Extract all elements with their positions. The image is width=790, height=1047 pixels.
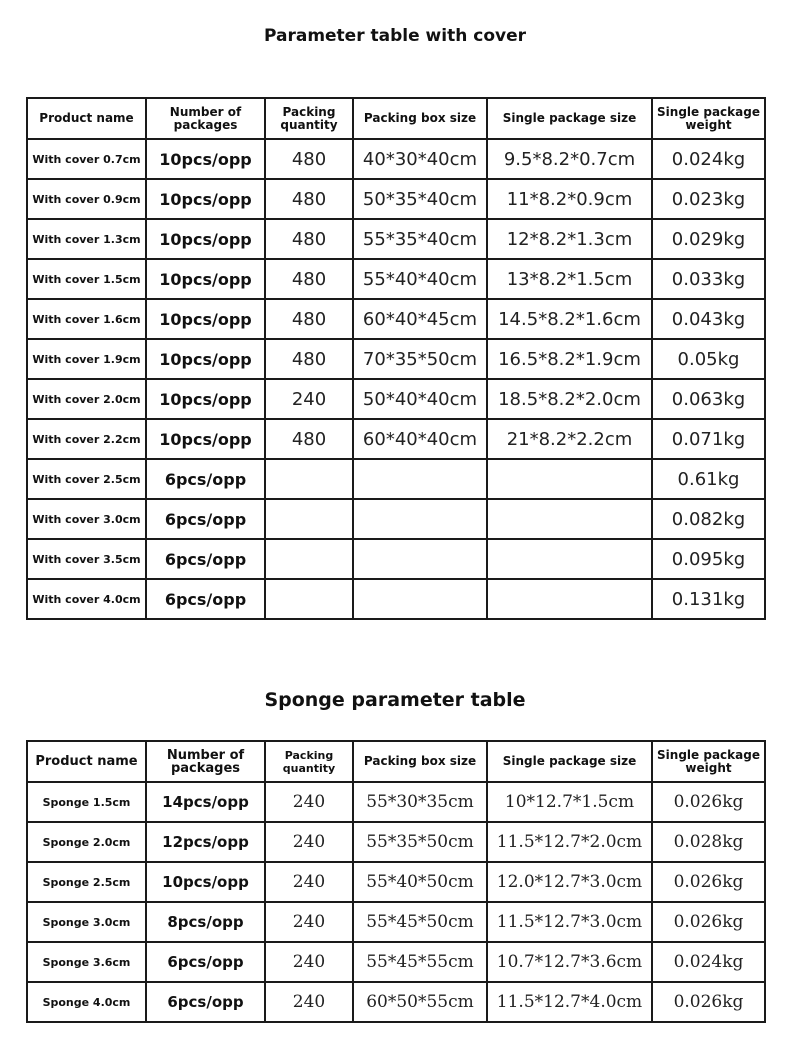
cell-product-name: With cover 3.5cm bbox=[27, 539, 146, 579]
cell-single-package-weight: 0.095kg bbox=[652, 539, 765, 579]
cell-single-package-weight: 0.05kg bbox=[652, 339, 765, 379]
sponge-table-body bbox=[27, 782, 765, 1022]
cell-number-of-packages: 6pcs/opp bbox=[146, 539, 265, 579]
table-row bbox=[27, 942, 765, 982]
header-product-name: Product name bbox=[27, 98, 146, 139]
cell-single-package-weight: 0.043kg bbox=[652, 299, 765, 339]
cell-single-package-weight: 0.026kg bbox=[652, 862, 765, 902]
cell-number-of-packages: 10pcs/opp bbox=[146, 139, 265, 179]
cell-single-package-size: 14.5*8.2*1.6cm bbox=[487, 299, 652, 339]
cell-product-name: With cover 1.5cm bbox=[27, 259, 146, 299]
cover-table-body bbox=[27, 139, 765, 619]
cell-single-package-weight: 0.024kg bbox=[652, 942, 765, 982]
cover-parameter-table bbox=[26, 97, 766, 620]
cell-number-of-packages: 6pcs/opp bbox=[146, 459, 265, 499]
cell-packing-quantity bbox=[265, 499, 353, 539]
table-row bbox=[27, 379, 765, 419]
cell-product-name: Sponge 2.0cm bbox=[27, 822, 146, 862]
sponge-table-title: Sponge parameter table bbox=[264, 689, 526, 711]
table-row bbox=[27, 339, 765, 379]
cell-packing-quantity: 480 bbox=[265, 299, 353, 339]
cell-packing-box-size: 40*30*40cm bbox=[353, 139, 487, 179]
cell-packing-box-size: 55*45*50cm bbox=[353, 902, 487, 942]
cell-single-package-size bbox=[487, 459, 652, 499]
cell-packing-quantity: 240 bbox=[265, 942, 353, 982]
cell-product-name: Sponge 4.0cm bbox=[27, 982, 146, 1022]
cell-product-name: With cover 1.9cm bbox=[27, 339, 146, 379]
cell-packing-quantity: 480 bbox=[265, 179, 353, 219]
cell-single-package-size: 18.5*8.2*2.0cm bbox=[487, 379, 652, 419]
cell-product-name: Sponge 3.0cm bbox=[27, 902, 146, 942]
table-row bbox=[27, 459, 765, 499]
cell-number-of-packages: 10pcs/opp bbox=[146, 862, 265, 902]
cell-product-name: With cover 1.3cm bbox=[27, 219, 146, 259]
cell-single-package-size: 11.5*12.7*4.0cm bbox=[487, 982, 652, 1022]
cell-product-name: With cover 2.5cm bbox=[27, 459, 146, 499]
cell-packing-box-size: 55*30*35cm bbox=[353, 782, 487, 822]
cell-packing-box-size: 55*35*40cm bbox=[353, 219, 487, 259]
cell-single-package-weight: 0.071kg bbox=[652, 419, 765, 459]
cover-table-title: Parameter table with cover bbox=[263, 26, 526, 46]
cell-packing-box-size: 55*40*50cm bbox=[353, 862, 487, 902]
cell-packing-box-size: 50*40*40cm bbox=[353, 379, 487, 419]
cell-single-package-weight: 0.131kg bbox=[652, 579, 765, 619]
cell-single-package-size: 11.5*12.7*2.0cm bbox=[487, 822, 652, 862]
table-header-row bbox=[27, 98, 765, 139]
cell-single-package-size: 11*8.2*0.9cm bbox=[487, 179, 652, 219]
cell-packing-box-size bbox=[353, 539, 487, 579]
cell-product-name: With cover 2.0cm bbox=[27, 379, 146, 419]
cell-packing-box-size bbox=[353, 459, 487, 499]
cell-packing-quantity: 480 bbox=[265, 219, 353, 259]
cell-single-package-size bbox=[487, 499, 652, 539]
header-packing-box-size: Packing box size bbox=[353, 98, 487, 139]
cell-packing-quantity: 240 bbox=[265, 902, 353, 942]
cell-single-package-weight: 0.033kg bbox=[652, 259, 765, 299]
cell-number-of-packages: 10pcs/opp bbox=[146, 419, 265, 459]
cell-single-package-weight: 0.029kg bbox=[652, 219, 765, 259]
table-row bbox=[27, 782, 765, 822]
table-row bbox=[27, 902, 765, 942]
cell-number-of-packages: 10pcs/opp bbox=[146, 219, 265, 259]
cell-single-package-size: 13*8.2*1.5cm bbox=[487, 259, 652, 299]
table-row bbox=[27, 179, 765, 219]
header-packing-box-size: Packing box size bbox=[353, 741, 487, 782]
cell-single-package-size: 21*8.2*2.2cm bbox=[487, 419, 652, 459]
cell-product-name: Sponge 3.6cm bbox=[27, 942, 146, 982]
sponge-parameter-table bbox=[26, 740, 766, 1023]
cell-packing-box-size: 70*35*50cm bbox=[353, 339, 487, 379]
cell-packing-box-size bbox=[353, 499, 487, 539]
cell-single-package-size: 10*12.7*1.5cm bbox=[487, 782, 652, 822]
table-row bbox=[27, 219, 765, 259]
cell-number-of-packages: 6pcs/opp bbox=[146, 982, 265, 1022]
cell-single-package-weight: 0.063kg bbox=[652, 379, 765, 419]
cell-packing-quantity: 240 bbox=[265, 862, 353, 902]
table-row bbox=[27, 982, 765, 1022]
cell-product-name: Sponge 1.5cm bbox=[27, 782, 146, 822]
cell-product-name: With cover 2.2cm bbox=[27, 419, 146, 459]
header-single-package-weight: Single package weight bbox=[652, 741, 765, 782]
cell-packing-quantity bbox=[265, 459, 353, 499]
cell-single-package-size: 9.5*8.2*0.7cm bbox=[487, 139, 652, 179]
table-row bbox=[27, 822, 765, 862]
cell-number-of-packages: 12pcs/opp bbox=[146, 822, 265, 862]
header-single-package-weight: Single package weight bbox=[652, 98, 765, 139]
cell-single-package-weight: 0.024kg bbox=[652, 139, 765, 179]
cell-single-package-size bbox=[487, 539, 652, 579]
header-single-package-size: Single package size bbox=[487, 741, 652, 782]
table-header-row bbox=[27, 741, 765, 782]
cell-packing-quantity: 480 bbox=[265, 259, 353, 299]
cell-packing-box-size: 60*40*45cm bbox=[353, 299, 487, 339]
cell-packing-box-size: 55*35*50cm bbox=[353, 822, 487, 862]
cell-single-package-weight: 0.023kg bbox=[652, 179, 765, 219]
table-row bbox=[27, 419, 765, 459]
header-packing-quantity: Packing quantity bbox=[265, 741, 353, 782]
cell-product-name: With cover 4.0cm bbox=[27, 579, 146, 619]
cell-number-of-packages: 10pcs/opp bbox=[146, 339, 265, 379]
cell-packing-quantity: 480 bbox=[265, 419, 353, 459]
table-row bbox=[27, 862, 765, 902]
header-single-package-size: Single package size bbox=[487, 98, 652, 139]
cell-product-name: With cover 3.0cm bbox=[27, 499, 146, 539]
cell-packing-quantity: 240 bbox=[265, 822, 353, 862]
cell-single-package-size: 10.7*12.7*3.6cm bbox=[487, 942, 652, 982]
cell-number-of-packages: 10pcs/opp bbox=[146, 259, 265, 299]
header-packing-quantity: Packing quantity bbox=[265, 98, 353, 139]
cell-packing-quantity: 480 bbox=[265, 339, 353, 379]
cell-single-package-weight: 0.026kg bbox=[652, 782, 765, 822]
cell-number-of-packages: 10pcs/opp bbox=[146, 299, 265, 339]
table-row bbox=[27, 579, 765, 619]
cell-product-name: Sponge 2.5cm bbox=[27, 862, 146, 902]
cell-single-package-weight: 0.61kg bbox=[652, 459, 765, 499]
cell-packing-box-size: 60*40*40cm bbox=[353, 419, 487, 459]
cell-product-name: With cover 0.9cm bbox=[27, 179, 146, 219]
cell-single-package-weight: 0.082kg bbox=[652, 499, 765, 539]
table-row bbox=[27, 539, 765, 579]
cell-single-package-weight: 0.028kg bbox=[652, 822, 765, 862]
cell-number-of-packages: 6pcs/opp bbox=[146, 942, 265, 982]
table-row bbox=[27, 299, 765, 339]
cell-packing-quantity: 240 bbox=[265, 782, 353, 822]
cell-packing-box-size: 55*40*40cm bbox=[353, 259, 487, 299]
cell-packing-quantity: 240 bbox=[265, 379, 353, 419]
table-row bbox=[27, 139, 765, 179]
cell-number-of-packages: 8pcs/opp bbox=[146, 902, 265, 942]
cell-single-package-size: 16.5*8.2*1.9cm bbox=[487, 339, 652, 379]
cell-product-name: With cover 1.6cm bbox=[27, 299, 146, 339]
cell-packing-box-size: 50*35*40cm bbox=[353, 179, 487, 219]
header-product-name: Product name bbox=[27, 741, 146, 782]
cell-single-package-size: 11.5*12.7*3.0cm bbox=[487, 902, 652, 942]
cell-packing-quantity: 480 bbox=[265, 139, 353, 179]
cell-number-of-packages: 14pcs/opp bbox=[146, 782, 265, 822]
cell-packing-box-size bbox=[353, 579, 487, 619]
table-row bbox=[27, 499, 765, 539]
cell-packing-box-size: 60*50*55cm bbox=[353, 982, 487, 1022]
cell-single-package-size bbox=[487, 579, 652, 619]
cell-packing-quantity bbox=[265, 539, 353, 579]
cell-number-of-packages: 6pcs/opp bbox=[146, 499, 265, 539]
cell-single-package-size: 12.0*12.7*3.0cm bbox=[487, 862, 652, 902]
cell-number-of-packages: 10pcs/opp bbox=[146, 379, 265, 419]
cell-number-of-packages: 10pcs/opp bbox=[146, 179, 265, 219]
cell-single-package-weight: 0.026kg bbox=[652, 902, 765, 942]
header-number-of-packages: Number of packages bbox=[146, 98, 265, 139]
cell-single-package-size: 12*8.2*1.3cm bbox=[487, 219, 652, 259]
cell-packing-quantity: 240 bbox=[265, 982, 353, 1022]
cell-packing-box-size: 55*45*55cm bbox=[353, 942, 487, 982]
table-row bbox=[27, 259, 765, 299]
cell-product-name: With cover 0.7cm bbox=[27, 139, 146, 179]
header-number-of-packages: Number of packages bbox=[146, 741, 265, 782]
cell-single-package-weight: 0.026kg bbox=[652, 982, 765, 1022]
cell-packing-quantity bbox=[265, 579, 353, 619]
cell-number-of-packages: 6pcs/opp bbox=[146, 579, 265, 619]
